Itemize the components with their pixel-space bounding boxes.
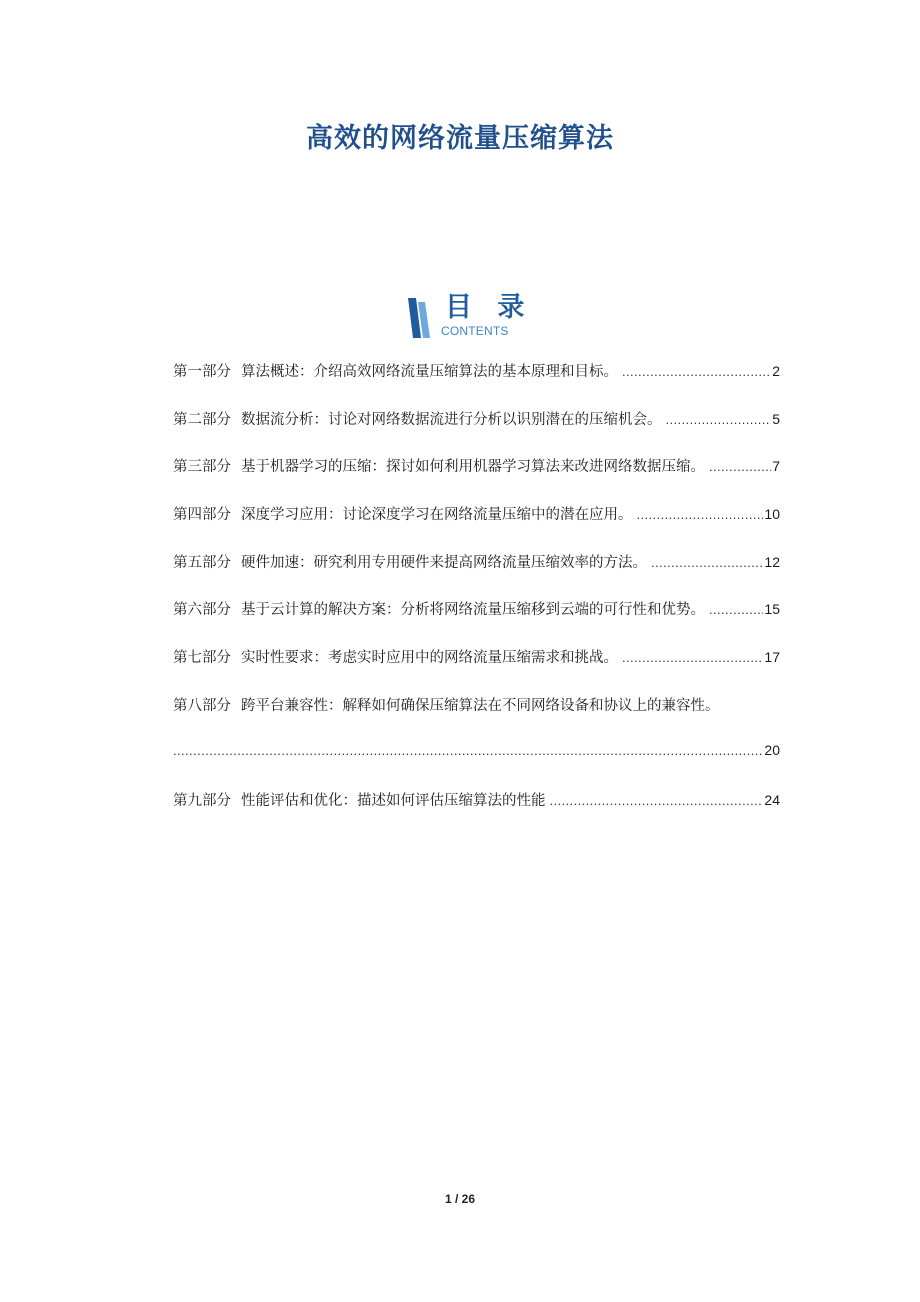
toc-entry[interactable] bbox=[173, 694, 780, 742]
toc-entry-continuation[interactable] bbox=[173, 742, 780, 790]
toc-entry[interactable] bbox=[173, 789, 780, 837]
toc-entry-text: 基于机器学习的压缩：探讨如何利用机器学习算法来改进网络数据压缩。 bbox=[241, 459, 705, 476]
toc-entry-text: 算法概述：介绍高效网络流量压缩算法的基本原理和目标。 bbox=[241, 364, 618, 380]
toc-entry[interactable] bbox=[173, 598, 780, 646]
toc-entry-part: 第六部分 bbox=[173, 602, 231, 619]
toc-header bbox=[405, 292, 535, 342]
toc-entry-part: 第七部分 bbox=[173, 650, 231, 667]
toc-entry[interactable] bbox=[173, 455, 780, 503]
toc-list bbox=[173, 360, 780, 837]
toc-leader-dots bbox=[622, 364, 771, 379]
toc-entry-text: 跨平台兼容性：解释如何确保压缩算法在不同网络设备和协议上的兼容性。 bbox=[241, 697, 720, 714]
toc-entry-text: 性能评估和优化：描述如何评估压缩算法的性能 bbox=[241, 793, 546, 810]
toc-entry-page: 7 bbox=[772, 458, 780, 475]
toc-heading: 目 录 bbox=[445, 292, 533, 323]
toc-entry[interactable] bbox=[173, 408, 780, 456]
toc-entry-part: 第三部分 bbox=[173, 459, 231, 476]
toc-entry-part: 第二部分 bbox=[173, 411, 231, 428]
toc-entry-page: 15 bbox=[764, 601, 780, 618]
toc-entry-part: 第四部分 bbox=[173, 507, 231, 524]
toc-entry-page: 12 bbox=[764, 553, 780, 570]
toc-entry[interactable] bbox=[173, 646, 780, 694]
toc-entry-page: 17 bbox=[764, 649, 780, 666]
toc-entry[interactable] bbox=[173, 551, 780, 599]
toc-subheading: CONTENTS bbox=[441, 324, 509, 338]
toc-entry-page: 2 bbox=[772, 363, 780, 379]
document-title: 高效的网络流量压缩算法 bbox=[306, 123, 614, 154]
toc-leader-dots bbox=[709, 459, 771, 474]
toc-leader-dots bbox=[550, 793, 764, 808]
toc-leader-dots bbox=[173, 743, 763, 758]
toc-entry-text: 数据流分析：讨论对网络数据流进行分析以识别潜在的压缩机会。 bbox=[241, 411, 662, 428]
toc-entry-part: 第八部分 bbox=[173, 697, 231, 714]
book-icon bbox=[405, 296, 433, 340]
toc-leader-dots bbox=[666, 412, 772, 427]
toc-leader-dots bbox=[651, 555, 763, 570]
toc-leader-dots bbox=[622, 650, 763, 665]
toc-entry-page: 10 bbox=[764, 506, 780, 523]
toc-entry-text: 深度学习应用：讨论深度学习在网络流量压缩中的潜在应用。 bbox=[241, 507, 633, 524]
toc-entry[interactable] bbox=[173, 360, 780, 408]
toc-entry[interactable] bbox=[173, 503, 780, 551]
toc-entry-part: 第一部分 bbox=[173, 364, 231, 380]
toc-entry-page: 5 bbox=[772, 410, 780, 427]
toc-leader-dots bbox=[709, 602, 763, 617]
toc-entry-part: 第五部分 bbox=[173, 554, 231, 571]
toc-entry-page: 24 bbox=[764, 792, 780, 809]
toc-entry-text: 硬件加速：研究利用专用硬件来提高网络流量压缩效率的方法。 bbox=[241, 554, 647, 571]
toc-entry-text: 实时性要求：考虑实时应用中的网络流量压缩需求和挑战。 bbox=[241, 650, 618, 667]
toc-leader-dots bbox=[637, 507, 764, 522]
toc-entry-part: 第九部分 bbox=[173, 793, 231, 810]
page-indicator: 1 / 26 bbox=[444, 1192, 476, 1206]
toc-entry-page: 20 bbox=[764, 741, 780, 758]
toc-entry-text: 基于云计算的解决方案：分析将网络流量压缩移到云端的可行性和优势。 bbox=[241, 602, 705, 619]
